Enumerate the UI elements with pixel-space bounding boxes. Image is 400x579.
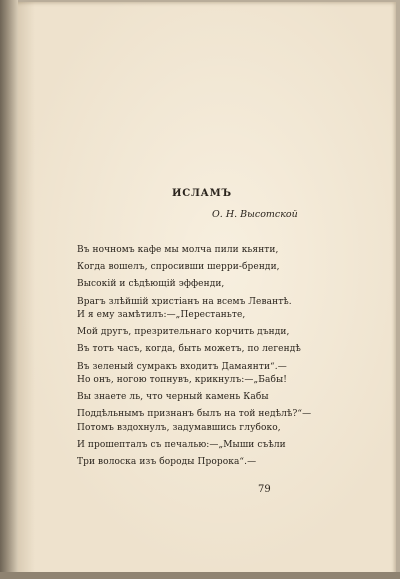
verse-line: Три волоска изъ бороды Пророка“.— <box>77 457 257 468</box>
poem-title: ИСЛАМЪ <box>172 188 232 199</box>
stanza-1 <box>77 242 292 311</box>
verse-line: Вы знаете ль, что черный камень Кабы <box>77 392 269 403</box>
verse-line: Врагъ злѣйшій христіанъ на всемъ Левантѣ. <box>77 296 292 307</box>
page-number: 79 <box>258 484 271 495</box>
verse-line: Въ зеленый сумракъ входитъ Дамаянти“.— <box>77 361 287 372</box>
verse-line: Поддѣльнымъ признанъ былъ на той недѣлѣ?“— <box>77 409 312 420</box>
verse-line: И прошепталъ съ печалью:—„Мыши съѣли <box>77 440 286 451</box>
verse-line: Потомъ вздохнулъ, задумавшись глубоко, <box>77 423 281 433</box>
stanza-2 <box>77 307 301 376</box>
book-spine-shadow <box>0 0 18 579</box>
page-bottom-edge <box>0 572 400 579</box>
verse-line: Въ тотъ часъ, когда, быть можетъ, по легендѣ <box>77 344 301 355</box>
verse-line: Мой другъ, презрительнаго корчить дънди, <box>77 327 290 338</box>
verse-line: Высокій и сѣдѣющій эффенди, <box>77 279 225 290</box>
poem-dedication: О. Н. Высотской <box>212 209 298 220</box>
verse-line: Когда вошелъ, спросивши шерри-бренди, <box>77 262 280 273</box>
stanza-4 <box>77 420 286 472</box>
verse-line: Въ ночномъ кафе мы молча пили кьянти, <box>77 245 279 255</box>
verse-line: Но онъ, ногою топнувъ, крикнулъ:—„Бабы! <box>77 375 287 385</box>
stanza-3 <box>77 372 311 424</box>
verse-line: И я ему замѣтилъ:—„Перестаньте, <box>77 310 246 320</box>
